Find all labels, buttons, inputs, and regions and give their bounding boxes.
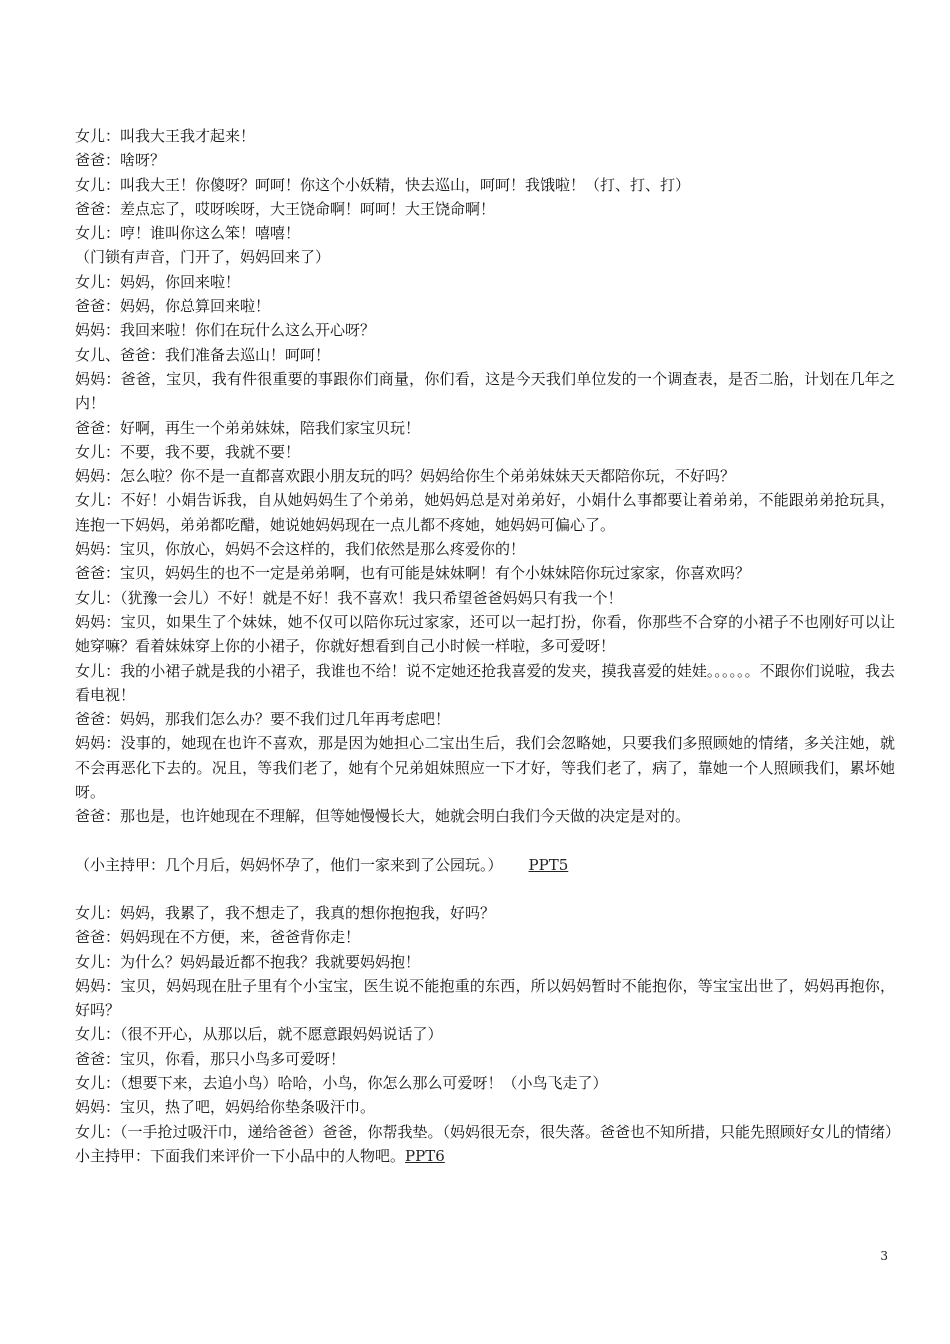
dialogue-line: 爸爸：宝贝，你看，那只小鸟多可爱呀！: [75, 1049, 346, 1068]
dialogue-line: 爸爸：啥呀？: [75, 151, 166, 170]
dialogue-line: 爸爸：宝贝，妈妈生的也不一定是弟弟啊，也有可能是妹妹啊！有个小妹妹陪你玩过家家，你喜欢吗？: [75, 564, 751, 583]
page-number: 3: [880, 1249, 888, 1263]
ppt-link[interactable]: PPT6: [405, 1146, 445, 1165]
dialogue-line: 爸爸：妈妈，那我们怎么办？要不我们过几年再考虑吧！: [75, 710, 451, 729]
dialogue-line: 女儿：（一手抢过吸汗巾，递给爸爸）爸爸，你帮我垫。（妈妈很无奈，很失落。爸爸也不知所措，只能先照顾好女儿的情绪）: [75, 1122, 901, 1141]
paragraph-gap: [75, 877, 895, 901]
script-body: [75, 124, 901, 1168]
host-text: 小主持甲：下面我们来评价一下小品中的人物吧。: [75, 1146, 406, 1165]
stage-direction: （门锁有声音，门开了，妈妈回来了）: [75, 248, 331, 267]
dialogue-line: 女儿：（犹豫一会儿）不好！就是不好！我不喜欢！我只希望爸爸妈妈只有我一个！: [75, 588, 623, 607]
dialogue-line: 爸爸：差点忘了，哎呀唉呀，大王饶命啊！呵呵！大王饶命啊！: [75, 199, 496, 218]
dialogue-line: 爸爸：那也是，也许她现在不理解，但等她慢慢长大，她就会明白我们今天做的决定是对的。: [75, 807, 691, 826]
dialogue-line: 女儿：哼！谁叫你这么笨！嘻嘻！: [75, 224, 301, 243]
dialogue-line: 女儿：叫我大王我才起来！: [75, 127, 256, 145]
dialogue-line: 女儿：不要，我不要，我就不要！: [75, 442, 301, 461]
dialogue-line: 爸爸：妈妈现在不方便，来，爸爸背你走！: [75, 928, 361, 947]
dialogue-line: 妈妈：爸爸，宝贝，我有件很重要的事跟你们商量，你们看，这是今天我们单位发的一个调查表，是否二胎，计划在几年之内！: [75, 369, 895, 413]
dialogue-line: 女儿：（很不开心，从那以后，就不愿意跟妈妈说话了）: [75, 1025, 443, 1044]
paragraph-gap: [75, 829, 895, 853]
dialogue-line: 妈妈：怎么啦？你不是一直都喜欢跟小朋友玩的吗？妈妈给你生个弟弟妹妹天天都陪你玩，不好吗？: [75, 467, 736, 486]
dialogue-line: 妈妈：宝贝，妈妈现在肚子里有个小宝宝，医生说不能抱重的东西，所以妈妈暂时不能抱你，等宝宝出世了，妈妈再抱你，好吗？: [75, 976, 895, 1020]
host-text: （小主持甲：几个月后，妈妈怀孕了，他们一家来到了公园玩。）: [75, 855, 503, 874]
host-line: [75, 1144, 895, 1168]
dialogue-line: 妈妈：我回来啦！你们在玩什么这么开心呀？: [75, 321, 376, 340]
host-line: [75, 853, 895, 877]
dialogue-line: 女儿：叫我大王！你傻呀？呵呵！你这个小妖精，快去巡山，呵呵！我饿啦！（打、打、打）: [75, 175, 691, 194]
dialogue-line: 妈妈：宝贝，如果生了个妹妹，她不仅可以陪你玩过家家，还可以一起打扮，你看，你那些不合穿的小裙子不也刚好可以让她穿嘛？看着妹妹穿上你的小裙子，你就好想看到自己小时候一样啦，多可爱呀！: [75, 612, 895, 656]
ppt-link[interactable]: PPT5: [528, 855, 569, 874]
dialogue-line: 妈妈：没事的，她现在也许不喜欢，那是因为她担心二宝出生后，我们会忽略她，只要我们多照顾她的情绪，多关注她，就不会再恶化下去的。况且，等我们老了，她有个兄弟姐妹照应一下才好，等我们老了，病了，靠她一个人照顾我们，累坏她呀。: [75, 734, 895, 802]
dialogue-line: 女儿：妈妈，我累了，我不想走了，我真的想你抱抱我，好吗？: [75, 903, 496, 922]
dialogue-line: 妈妈：宝贝，热了吧，妈妈给你垫条吸汗巾。: [75, 1098, 376, 1117]
dialogue-line: 妈妈：宝贝，你放心，妈妈不会这样的，我们依然是那么疼爱你的！: [75, 540, 526, 559]
dialogue-line: 女儿：为什么？妈妈最近都不抱我？我就要妈妈抱！: [75, 952, 421, 971]
dialogue-line: 爸爸：好啊，再生一个弟弟妹妹，陪我们家宝贝玩！: [75, 418, 421, 437]
dialogue-line: 女儿：不好！小娟告诉我，自从她妈妈生了个弟弟，她妈妈总是对弟弟好，小娟什么事都要让着弟弟，不能跟弟弟抢玩具，连抱一下妈妈，弟弟都吃醋，她说她妈妈现在一点儿都不疼她，她妈妈可偏心了。: [75, 491, 895, 534]
dialogue-line: 女儿、爸爸：我们准备去巡山！呵呵！: [75, 345, 331, 364]
dialogue-line: 女儿：我的小裙子就是我的小裙子，我谁也不给！说不定她还抢我喜爱的发夹，摸我喜爱的娃娃。。。。。。不跟你们说啦，我去看电视！: [75, 661, 895, 704]
dialogue-line: 女儿：（想要下来，去追小鸟）哈哈，小鸟，你怎么那么可爱呀！（小鸟飞走了）: [75, 1073, 608, 1092]
dialogue-line: 女儿：妈妈，你回来啦！: [75, 272, 241, 291]
dialogue-line: 爸爸：妈妈，你总算回来啦！: [75, 297, 271, 316]
